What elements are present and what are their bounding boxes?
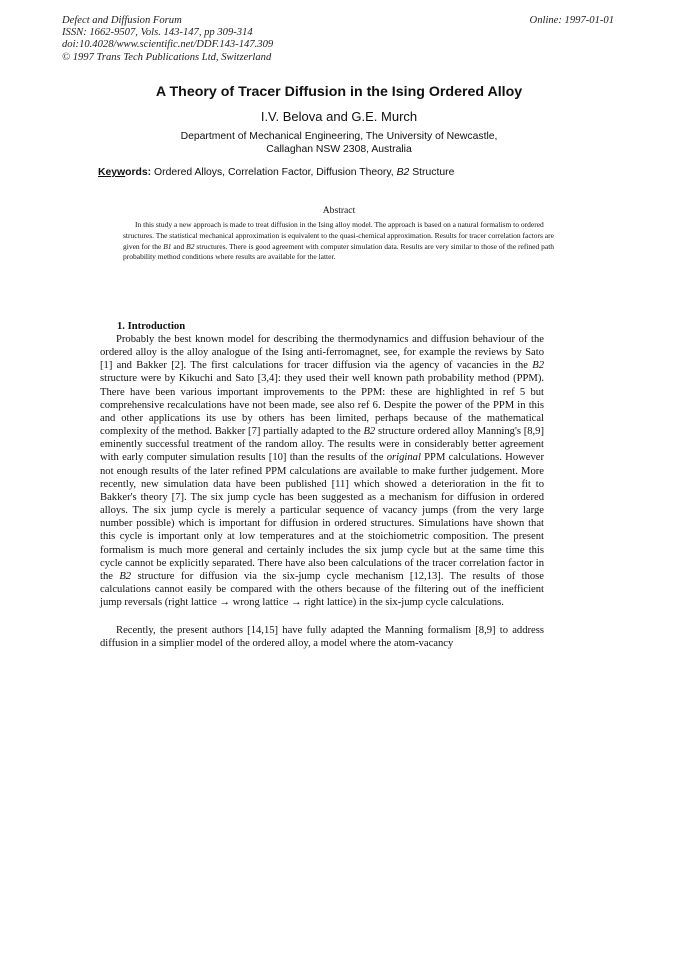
keywords-text: Ordered Alloys, Correlation Factor, Diffusion Theory, [151,167,397,178]
online-date: Online: 1997-01-01 [529,15,614,26]
abstract-text-2: and [171,241,187,251]
para1-b2-b: B2 [363,426,376,438]
abstract-heading: Abstract [322,205,356,216]
keywords-label-rest: ords: [125,167,152,178]
para1-text-3: structure ordered alloy Manning's [8,9] eminently successful treatment of the random alloy. The results were in considerably better agreement with early computer simulation results [10] than the results of the [100,426,545,464]
keywords-label [98,167,151,178]
paper-authors: I.V. Belova and G.E. Murch [260,109,418,124]
keywords-text-end: Structure [409,167,455,178]
affiliation [0,131,678,156]
para1-text-5: structure for diffusion via the six-jump cycle mechanism [12,13]. The results of those calculations cannot easily be compared with the others because of the filtering out of the inefficient jump reversals (right lattice → wrong lattice → right lattice) in the six-jump cycle calculations. [100,570,545,609]
keywords [98,166,454,179]
issn-line: ISSN: 1662-9507, Vols. 143-147, pp 309-314 [62,27,253,39]
para1-b2-c: B2 [119,570,132,582]
abstract-text-1: In this study a new approach is made to treat diffusion in the Ising alloy model. The approach is based on a natural formalism to ordered structures. The statistical mechanical approximation is equivalent to the quasi-chemical approximation. Results for tracer correlation factors are given for the [123,220,554,251]
abstract-body [123,220,559,263]
paper-title: A Theory of Tracer Diffusion in the Ising Ordered Alloy [155,84,523,100]
para1-original: original [386,452,421,464]
keywords-label-underlined: Keyw [98,167,126,178]
keywords-b2: B2 [396,167,410,178]
para1-b2-a: B2 [532,360,544,372]
section-heading: 1. Introduction [117,321,186,332]
abstract-b2: B2 [186,241,195,251]
journal-name: Defect and Diffusion Forum [62,15,182,26]
para1-text-2: structure were by Kikuchi and Sato [3,4]: they used their well known path probability method (PPM). There have been various important improvements to the PPM: these are highlighted in ref 5 but comprehensive recalculations have not been made, see also ref 6. Despite the power of the PPM in this and other applications its use by others has been limited, perhaps because of the mathematical complexity of the method. Bakker [7] partially adapted to the [100,373,544,438]
affiliation-line-2: Callaghan NSW 2308, Australia [266,143,412,155]
affiliation-line-1: Department of Mechanical Engineering, The University of Newcastle, [180,131,498,142]
intro-paragraph-1 [100,333,544,609]
intro-paragraph-2: Recently, the present authors [14,15] have fully adapted the Manning formalism [8,9] to address diffusion in a simplier model of the ordered alloy, a model where the atom-vacancy [100,625,544,650]
doi-line: doi:10.4028/www.scientific.net/DDF.143-147.309 [62,39,274,51]
journal-header [62,15,273,64]
abstract-text-3: structures. There is good agreement with computer simulation data. Results are very similar to those of the refined path probability method conditions where results are available for the latter. [123,241,555,262]
abstract-b1: B1 [163,241,172,251]
copyright-line: © 1997 Trans Tech Publications Ltd, Switzerland [62,51,272,63]
para1-text-4: PPM calculations. However not enough results of the later refined PPM calculations are available to make further judgement. More recently, new simulation data have been published [11] which showed a deterioration in the fit to Bakker's theory [7]. The six jump cycle has been suggested as a mechanism for diffusion in ordered alloys. The six jump cycle is merely a particular sequence of vacancy jumps (from the very large number possible) which is important for diffusion in ordered structures. Simulations have shown that this cycle is important only at low temperatures and at the stoichiometric composition. The present formalism is much more general and certainly includes the six jump cycle but at the same time this cycle cannot be explicitly separated. There have also been calculations of the tracer correlation factor in the [100,452,545,582]
para1-text-1: Probably the best known model for describing the thermodynamics and diffusion behaviour of the ordered alloy is the alloy analogue of the Ising anti-ferromagnet, see, for example the reviews by Sato [1] and Bakker [2]. The first calculations for tracer diffusion via the agency of vacancies in the [100,334,544,372]
